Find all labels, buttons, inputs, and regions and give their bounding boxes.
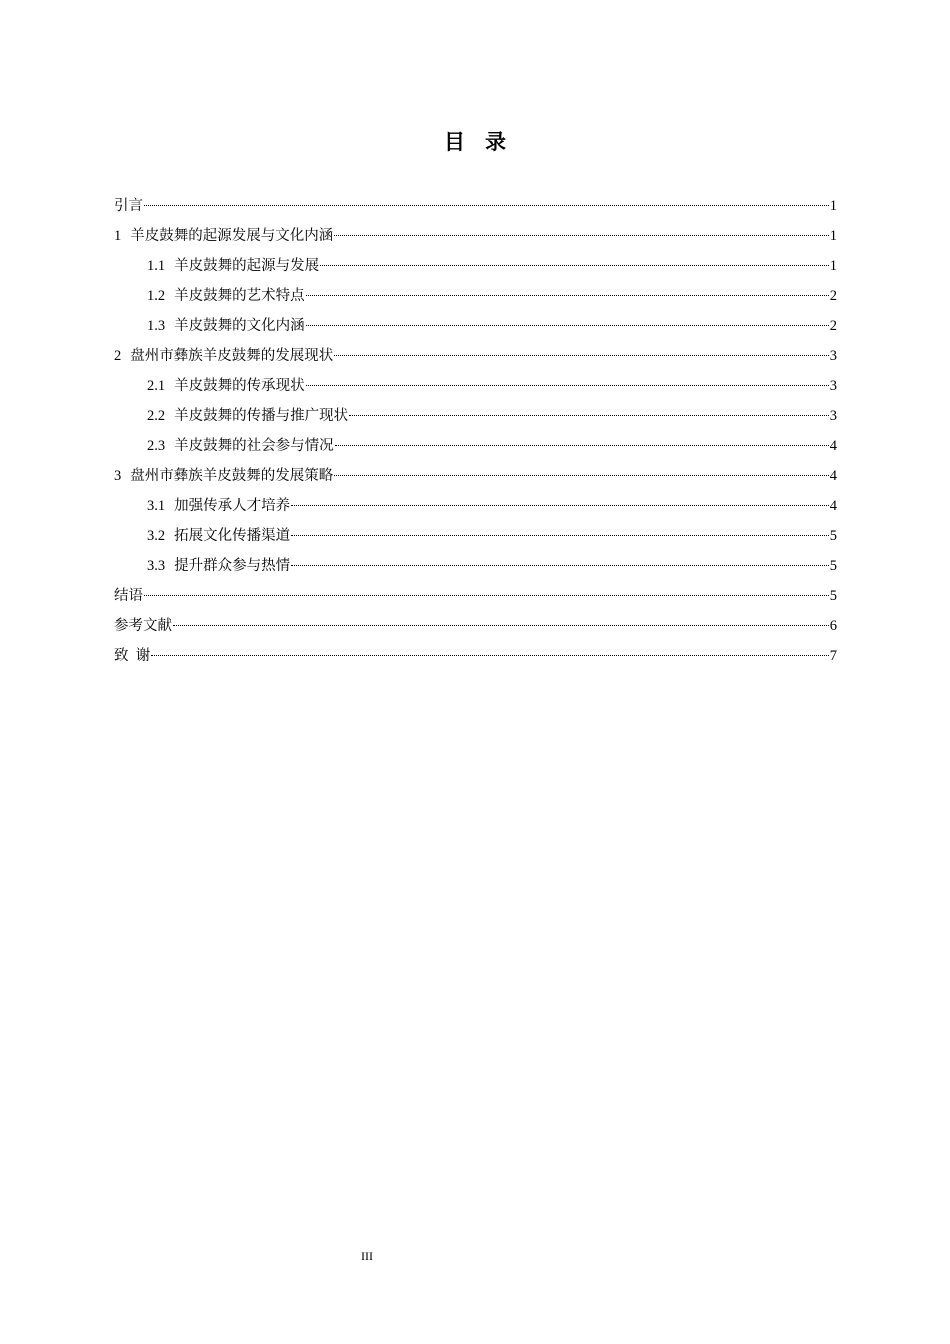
toc-entry[interactable]: [114, 551, 837, 581]
toc-entry[interactable]: [114, 251, 837, 281]
toc-entry-number: 1.3: [147, 318, 166, 334]
toc-list: [114, 191, 837, 671]
toc-dot-leader: [334, 235, 829, 236]
toc-entry-page: 5: [829, 588, 837, 604]
toc-entry-number: 3.3: [147, 558, 166, 574]
toc-entry-title: 参考文献: [114, 618, 172, 634]
toc-entry-page: 2: [829, 318, 837, 334]
toc-dot-leader: [144, 595, 829, 596]
toc-dot-leader: [144, 205, 829, 206]
toc-entry-number: 2.3: [147, 438, 166, 454]
toc-entry-title: 羊皮鼓舞的起源发展与文化内涵: [130, 228, 334, 244]
toc-entry-title: 羊皮鼓舞的艺术特点: [174, 288, 305, 304]
toc-entry-title: 羊皮鼓舞的文化内涵: [174, 318, 305, 334]
toc-entry[interactable]: [114, 611, 837, 641]
toc-entry-number: 2.1: [147, 378, 166, 394]
toc-entry-title: 致 谢: [114, 648, 151, 664]
toc-entry-page: 2: [829, 288, 837, 304]
toc-entry-page: 5: [829, 528, 837, 544]
toc-entry-number: 2.2: [147, 408, 166, 424]
toc-entry-page: 1: [829, 198, 837, 214]
toc-entry-number: 2: [114, 348, 122, 364]
toc-entry[interactable]: [114, 311, 837, 341]
toc-entry-page: 3: [829, 408, 837, 424]
toc-entry-page: 3: [829, 378, 837, 394]
toc-entry-title: 拓展文化传播渠道: [174, 528, 291, 544]
toc-dot-leader: [173, 625, 829, 626]
toc-entry-page: 3: [829, 348, 837, 364]
toc-entry-number: 3.2: [147, 528, 166, 544]
toc-entry-title: 羊皮鼓舞的传播与推广现状: [174, 408, 349, 424]
toc-dot-leader: [291, 505, 829, 506]
toc-entry-title: 盘州市彝族羊皮鼓舞的发展策略: [130, 468, 334, 484]
toc-dot-leader: [306, 325, 829, 326]
toc-dot-leader: [349, 415, 829, 416]
toc-entry[interactable]: [114, 191, 837, 221]
toc-dot-leader: [334, 475, 829, 476]
toc-entry-page: 4: [829, 438, 837, 454]
toc-dot-leader: [291, 535, 829, 536]
toc-entry-title: 羊皮鼓舞的传承现状: [174, 378, 305, 394]
toc-dot-leader: [151, 655, 829, 656]
toc-entry[interactable]: [114, 431, 837, 461]
toc-entry-title: 提升群众参与热情: [174, 558, 291, 574]
toc-entry[interactable]: [114, 461, 837, 491]
toc-entry-number: 1: [114, 228, 122, 244]
toc-entry-page: 5: [829, 558, 837, 574]
toc-entry[interactable]: [114, 281, 837, 311]
toc-entry-number: 1.2: [147, 288, 166, 304]
toc-entry[interactable]: [114, 521, 837, 551]
toc-entry-page: 4: [829, 498, 837, 514]
toc-entry-page: 1: [829, 228, 837, 244]
toc-entry-title: 引言: [114, 198, 143, 214]
page-number: III: [361, 1249, 373, 1263]
toc-entry-title: 羊皮鼓舞的社会参与情况: [174, 438, 334, 454]
toc-entry[interactable]: [114, 401, 837, 431]
toc-entry-page: 6: [829, 618, 837, 634]
toc-dot-leader: [334, 355, 829, 356]
toc-dot-leader: [306, 295, 829, 296]
toc-entry-title: 羊皮鼓舞的起源与发展: [174, 258, 320, 274]
toc-entry[interactable]: [114, 641, 837, 671]
toc-entry[interactable]: [114, 371, 837, 401]
toc-entry-number: 3: [114, 468, 122, 484]
toc-dot-leader: [306, 385, 829, 386]
toc-entry[interactable]: [114, 491, 837, 521]
toc-dot-leader: [335, 445, 829, 446]
toc-entry[interactable]: [114, 581, 837, 611]
toc-dot-leader: [320, 265, 829, 266]
toc-entry-title: 结语: [114, 588, 143, 604]
toc-entry-page: 4: [829, 468, 837, 484]
toc-entry-title: 盘州市彝族羊皮鼓舞的发展现状: [130, 348, 334, 364]
toc-dot-leader: [291, 565, 829, 566]
toc-entry-title: 加强传承人才培养: [174, 498, 291, 514]
toc-entry-page: 7: [829, 648, 837, 664]
toc-entry[interactable]: [114, 341, 837, 371]
toc-entry-number: 1.1: [147, 258, 166, 274]
toc-entry-number: 3.1: [147, 498, 166, 514]
toc-entry[interactable]: [114, 221, 837, 251]
toc-title: 目录: [444, 130, 526, 154]
toc-entry-page: 1: [829, 258, 837, 274]
